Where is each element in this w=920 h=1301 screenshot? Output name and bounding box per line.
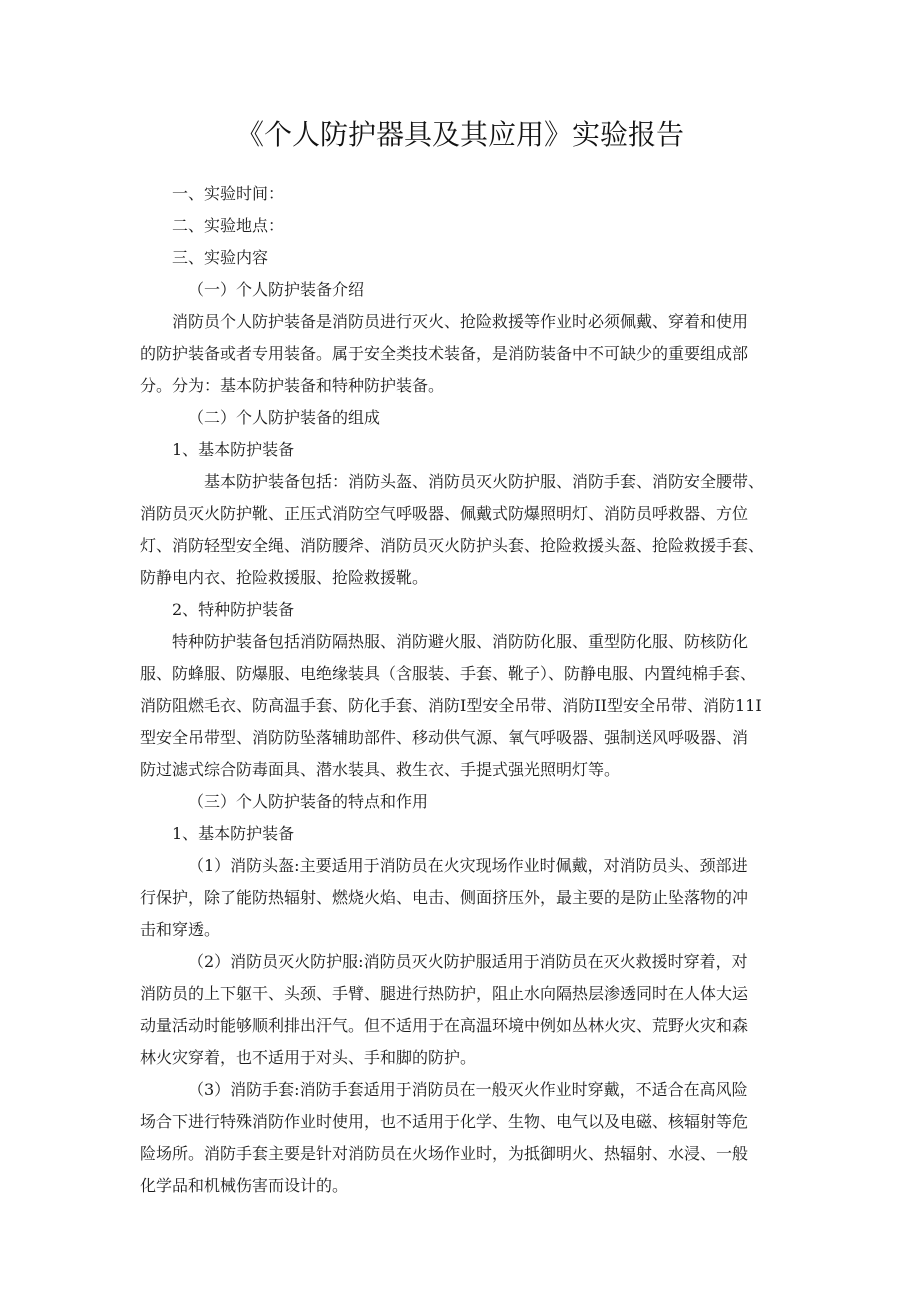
paragraph-line: 场合下进行特殊消防作业时使用，也不适用于化学、生物、电气以及电磁、核辐射等危 (140, 1112, 749, 1131)
section-heading: 二、实验地点： (172, 216, 285, 235)
paragraph-line: 防过滤式综合防毒面具、潜水装具、救生衣、手提式强光照明灯等。 (140, 760, 621, 779)
paragraph-line: 林火灾穿着，也不适用于对头、手和脚的防护。 (140, 1048, 477, 1067)
paragraph-line: 的防护装备或者专用装备。属于安全类技术装备，是消防装备中不可缺少的重要组成部 (140, 344, 749, 363)
paragraph-line: 行保护，除了能防热辐射、燃烧火焰、电击、侧面挤压外，最主要的是防止坠落物的冲 (140, 888, 749, 907)
item-heading: 2、特种防护装备 (172, 600, 295, 619)
subsection-heading: （三）个人防护装备的特点和作用 (188, 792, 429, 811)
paragraph-line: （3）消防手套:消防手套适用于消防员在一般灭火作业时穿戴，不适合在高风险 (188, 1080, 748, 1099)
document-title: 《个人防护器具及其应用》实验报告 (235, 118, 684, 151)
paragraph-line: 动量活动时能够顺利排出汗气。但不适用于在高温环境中例如丛林火灾、荒野火灾和森 (140, 1016, 749, 1035)
subsection-heading: （二）个人防护装备的组成 (188, 408, 381, 427)
item-heading: 1、基本防护装备 (172, 440, 295, 459)
paragraph-line: 消防员灭火防护靴、正压式消防空气呼吸器、佩戴式防爆照明灯、消防员呼救器、方位 (140, 504, 749, 523)
paragraph-line: 消防员个人防护装备是消防员进行灭火、抢险救援等作业时必须佩戴、穿着和使用 (172, 312, 749, 331)
paragraph-line: 基本防护装备包括：消防头盔、消防员灭火防护服、消防手套、消防安全腰带、 (204, 472, 765, 491)
paragraph-line: 型安全吊带型、消防防坠落辅助部件、移动供气源、氧气呼吸器、强制送风呼吸器、消 (140, 728, 749, 747)
section-heading: 三、实验内容 (172, 248, 269, 267)
paragraph-line: 防静电内衣、抢险救援服、抢险救援靴。 (140, 568, 429, 587)
subsection-heading: （一）个人防护装备介绍 (188, 280, 365, 299)
paragraph-line: 击和穿透。 (140, 920, 221, 939)
paragraph-line: （1）消防头盔:主要适用于消防员在火灾现场作业时佩戴，对消防员头、颈部进 (188, 856, 748, 875)
paragraph-line: 消防阻燃毛衣、防高温手套、防化手套、消防I型安全吊带、消防II型安全吊带、消防11I (140, 696, 762, 715)
section-heading: 一、实验时间： (172, 184, 285, 203)
paragraph-line: 灯、消防轻型安全绳、消防腰斧、消防员灭火防护头套、抢险救援头盔、抢险救援手套、 (140, 536, 765, 555)
item-heading: 1、基本防护装备 (172, 824, 295, 843)
paragraph-line: 消防员的上下躯干、头颈、手臂、腿进行热防护，阻止水向隔热层渗透同时在人体大运 (140, 984, 749, 1003)
paragraph-line: 特种防护装备包括消防隔热服、消防避火服、消防防化服、重型防化服、防核防化 (172, 632, 749, 651)
paragraph-line: 分。分为：基本防护装备和特种防护装备。 (140, 376, 445, 395)
paragraph-line: 服、防蜂服、防爆服、电绝缘装具（含服装、手套、靴子）、防静电服、内置纯棉手套、 (140, 664, 757, 683)
paragraph-line: 险场所。消防手套主要是针对消防员在火场作业时，为抵御明火、热辐射、水浸、一般 (140, 1144, 749, 1163)
paragraph-line: 化学品和机械伤害而设计的。 (140, 1176, 349, 1195)
paragraph-line: （2）消防员灭火防护服:消防员灭火防护服适用于消防员在灭火救援时穿着，对 (188, 952, 748, 971)
